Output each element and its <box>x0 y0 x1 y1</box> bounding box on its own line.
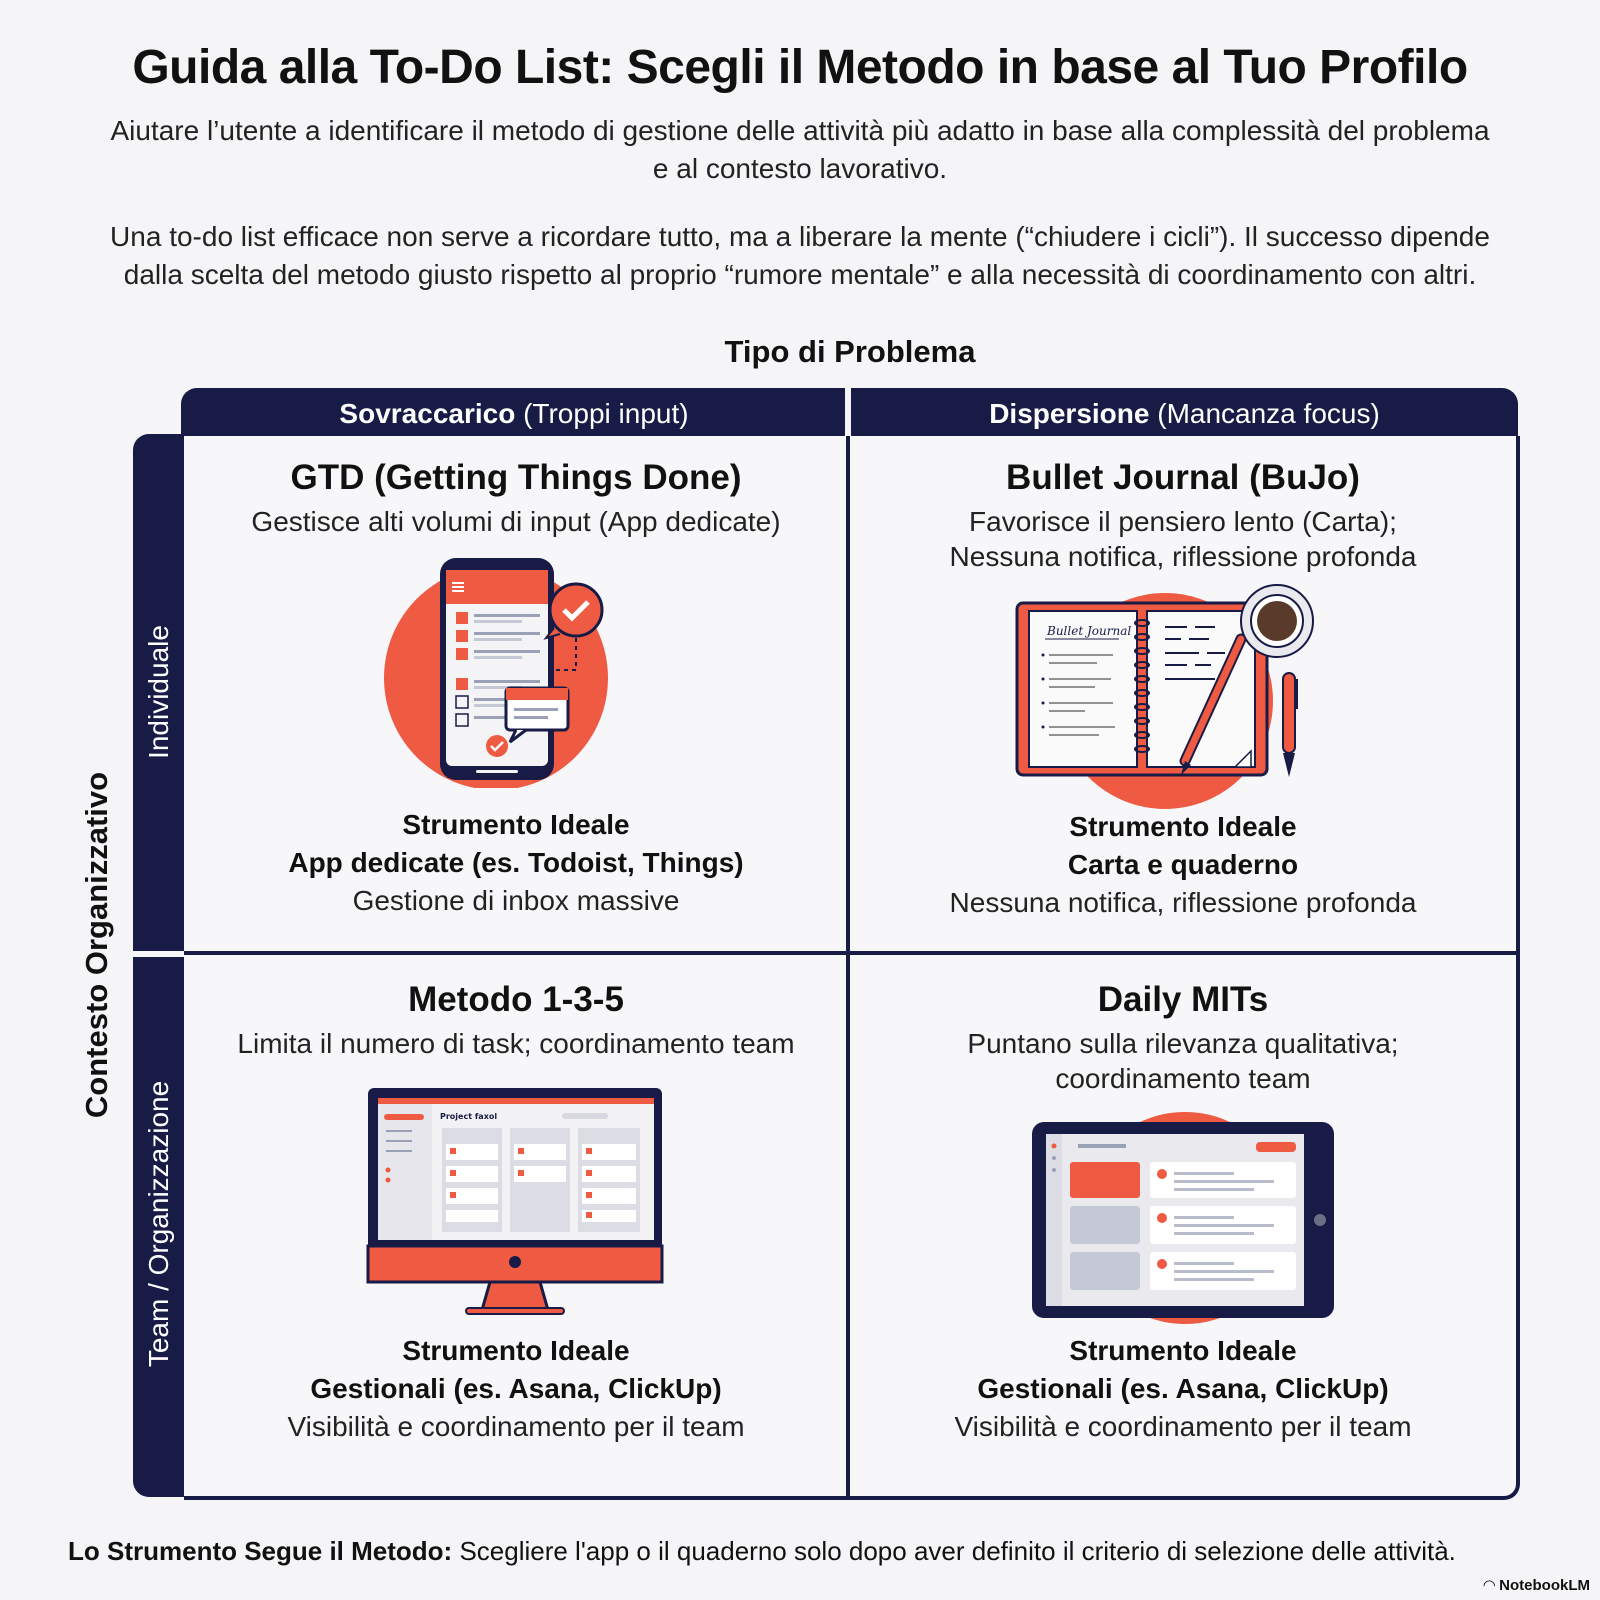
column-header-light: (Mancanza focus) <box>1149 398 1380 429</box>
tool-description: Visibilità e coordinamento per il team <box>287 1411 745 1442</box>
brand-name: NotebookLM <box>1499 1577 1590 1594</box>
column-header-sovraccarico <box>181 388 847 440</box>
tool-name: App dedicate (es. Todoist, Things) <box>288 847 744 878</box>
cell-gtd <box>186 458 846 950</box>
column-header-light: (Troppi input) <box>515 398 689 429</box>
cell-title: Daily MITs <box>1097 980 1269 1019</box>
cell-title: GTD (Getting Things Done) <box>290 458 742 497</box>
footer-note <box>68 1536 1548 1567</box>
tool-block <box>186 806 846 920</box>
axis-left-label: Contesto Organizzativo <box>79 771 114 1119</box>
row-label-team: Team / Organizzazione <box>143 1080 174 1368</box>
screen-title: Project faxol <box>440 1112 498 1121</box>
desktop-kanban-icon <box>366 1086 666 1322</box>
tool-name: Carta e quaderno <box>1067 849 1299 880</box>
grid-horizontal-divider <box>184 951 1518 955</box>
footer-text: Scegliere l'app o il quaderno solo dopo aver definito il criterio di selezione delle attività. <box>452 1536 1456 1566</box>
tool-name: Gestionali (es. Asana, ClickUp) <box>977 1373 1389 1404</box>
tool-label: Strumento Ideale <box>402 809 630 840</box>
page-subtitle: Aiutare l’utente a identificare il metodo di gestione delle attività più adatto in base alla complessità del problema e al contesto lavorativo. <box>110 115 1490 184</box>
column-header-bold: Sovraccarico <box>339 398 516 429</box>
cell-title: Bullet Journal (BuJo) <box>1006 458 1360 497</box>
row-header-divider <box>133 951 185 957</box>
tool-block <box>186 1332 846 1446</box>
tool-block <box>850 1332 1516 1446</box>
cell-metodo-135 <box>186 980 846 1495</box>
cell-description: Limita il numero di task; coordinamento team <box>237 1028 795 1059</box>
notebooklm-icon: ◠ <box>1483 1577 1500 1594</box>
tool-label: Strumento Ideale <box>1069 811 1297 842</box>
cell-daily-mits <box>850 980 1516 1495</box>
tool-block <box>850 808 1516 922</box>
axis-top-label: Tipo di Problema <box>724 334 976 369</box>
cell-title: Metodo 1-3-5 <box>408 980 624 1019</box>
tool-label: Strumento Ideale <box>402 1335 630 1366</box>
cell-description: Gestisce alti volumi di input (App dedicate) <box>251 506 781 537</box>
tablet-dashboard-icon <box>1030 1108 1340 1328</box>
tool-description: Nessuna notifica, riflessione profonda <box>949 887 1417 918</box>
column-header-divider <box>845 388 851 440</box>
footer-bold: Lo Strumento Segue il Metodo: <box>68 1536 453 1566</box>
intro-paragraph: Una to-do list efficace non serve a ricordare tutto, ma a liberare la mente (“chiudere i cicli”). Il successo dipende dalla scelta del metodo giusto rispetto al proprio “rumore mentale” e alla necessità di coordinamento con altri. <box>110 221 1490 290</box>
row-label-individuale: Individuale <box>143 625 174 759</box>
notebook-journal-icon <box>1015 583 1325 813</box>
page-title: Guida alla To-Do List: Scegli il Metodo in base al Tuo Profilo <box>132 41 1468 94</box>
tool-name: Gestionali (es. Asana, ClickUp) <box>310 1373 722 1404</box>
tool-description: Visibilità e coordinamento per il team <box>954 1411 1412 1442</box>
cell-description: Puntano sulla rilevanza qualitativa; coordinamento team <box>967 1028 1399 1094</box>
column-header-bold: Dispersione <box>989 398 1150 429</box>
tool-label: Strumento Ideale <box>1069 1335 1297 1366</box>
column-header-dispersione <box>851 388 1518 440</box>
journal-heading: Bullet Journal <box>1047 624 1132 638</box>
tool-description: Gestione di inbox massive <box>352 885 680 916</box>
brand-logo <box>1483 1576 1590 1594</box>
smartphone-task-app-icon <box>376 558 636 788</box>
cell-description: Favorisce il pensiero lento (Carta); Nessuna notifica, riflessione profonda <box>949 506 1417 572</box>
cell-bullet-journal <box>850 458 1516 950</box>
